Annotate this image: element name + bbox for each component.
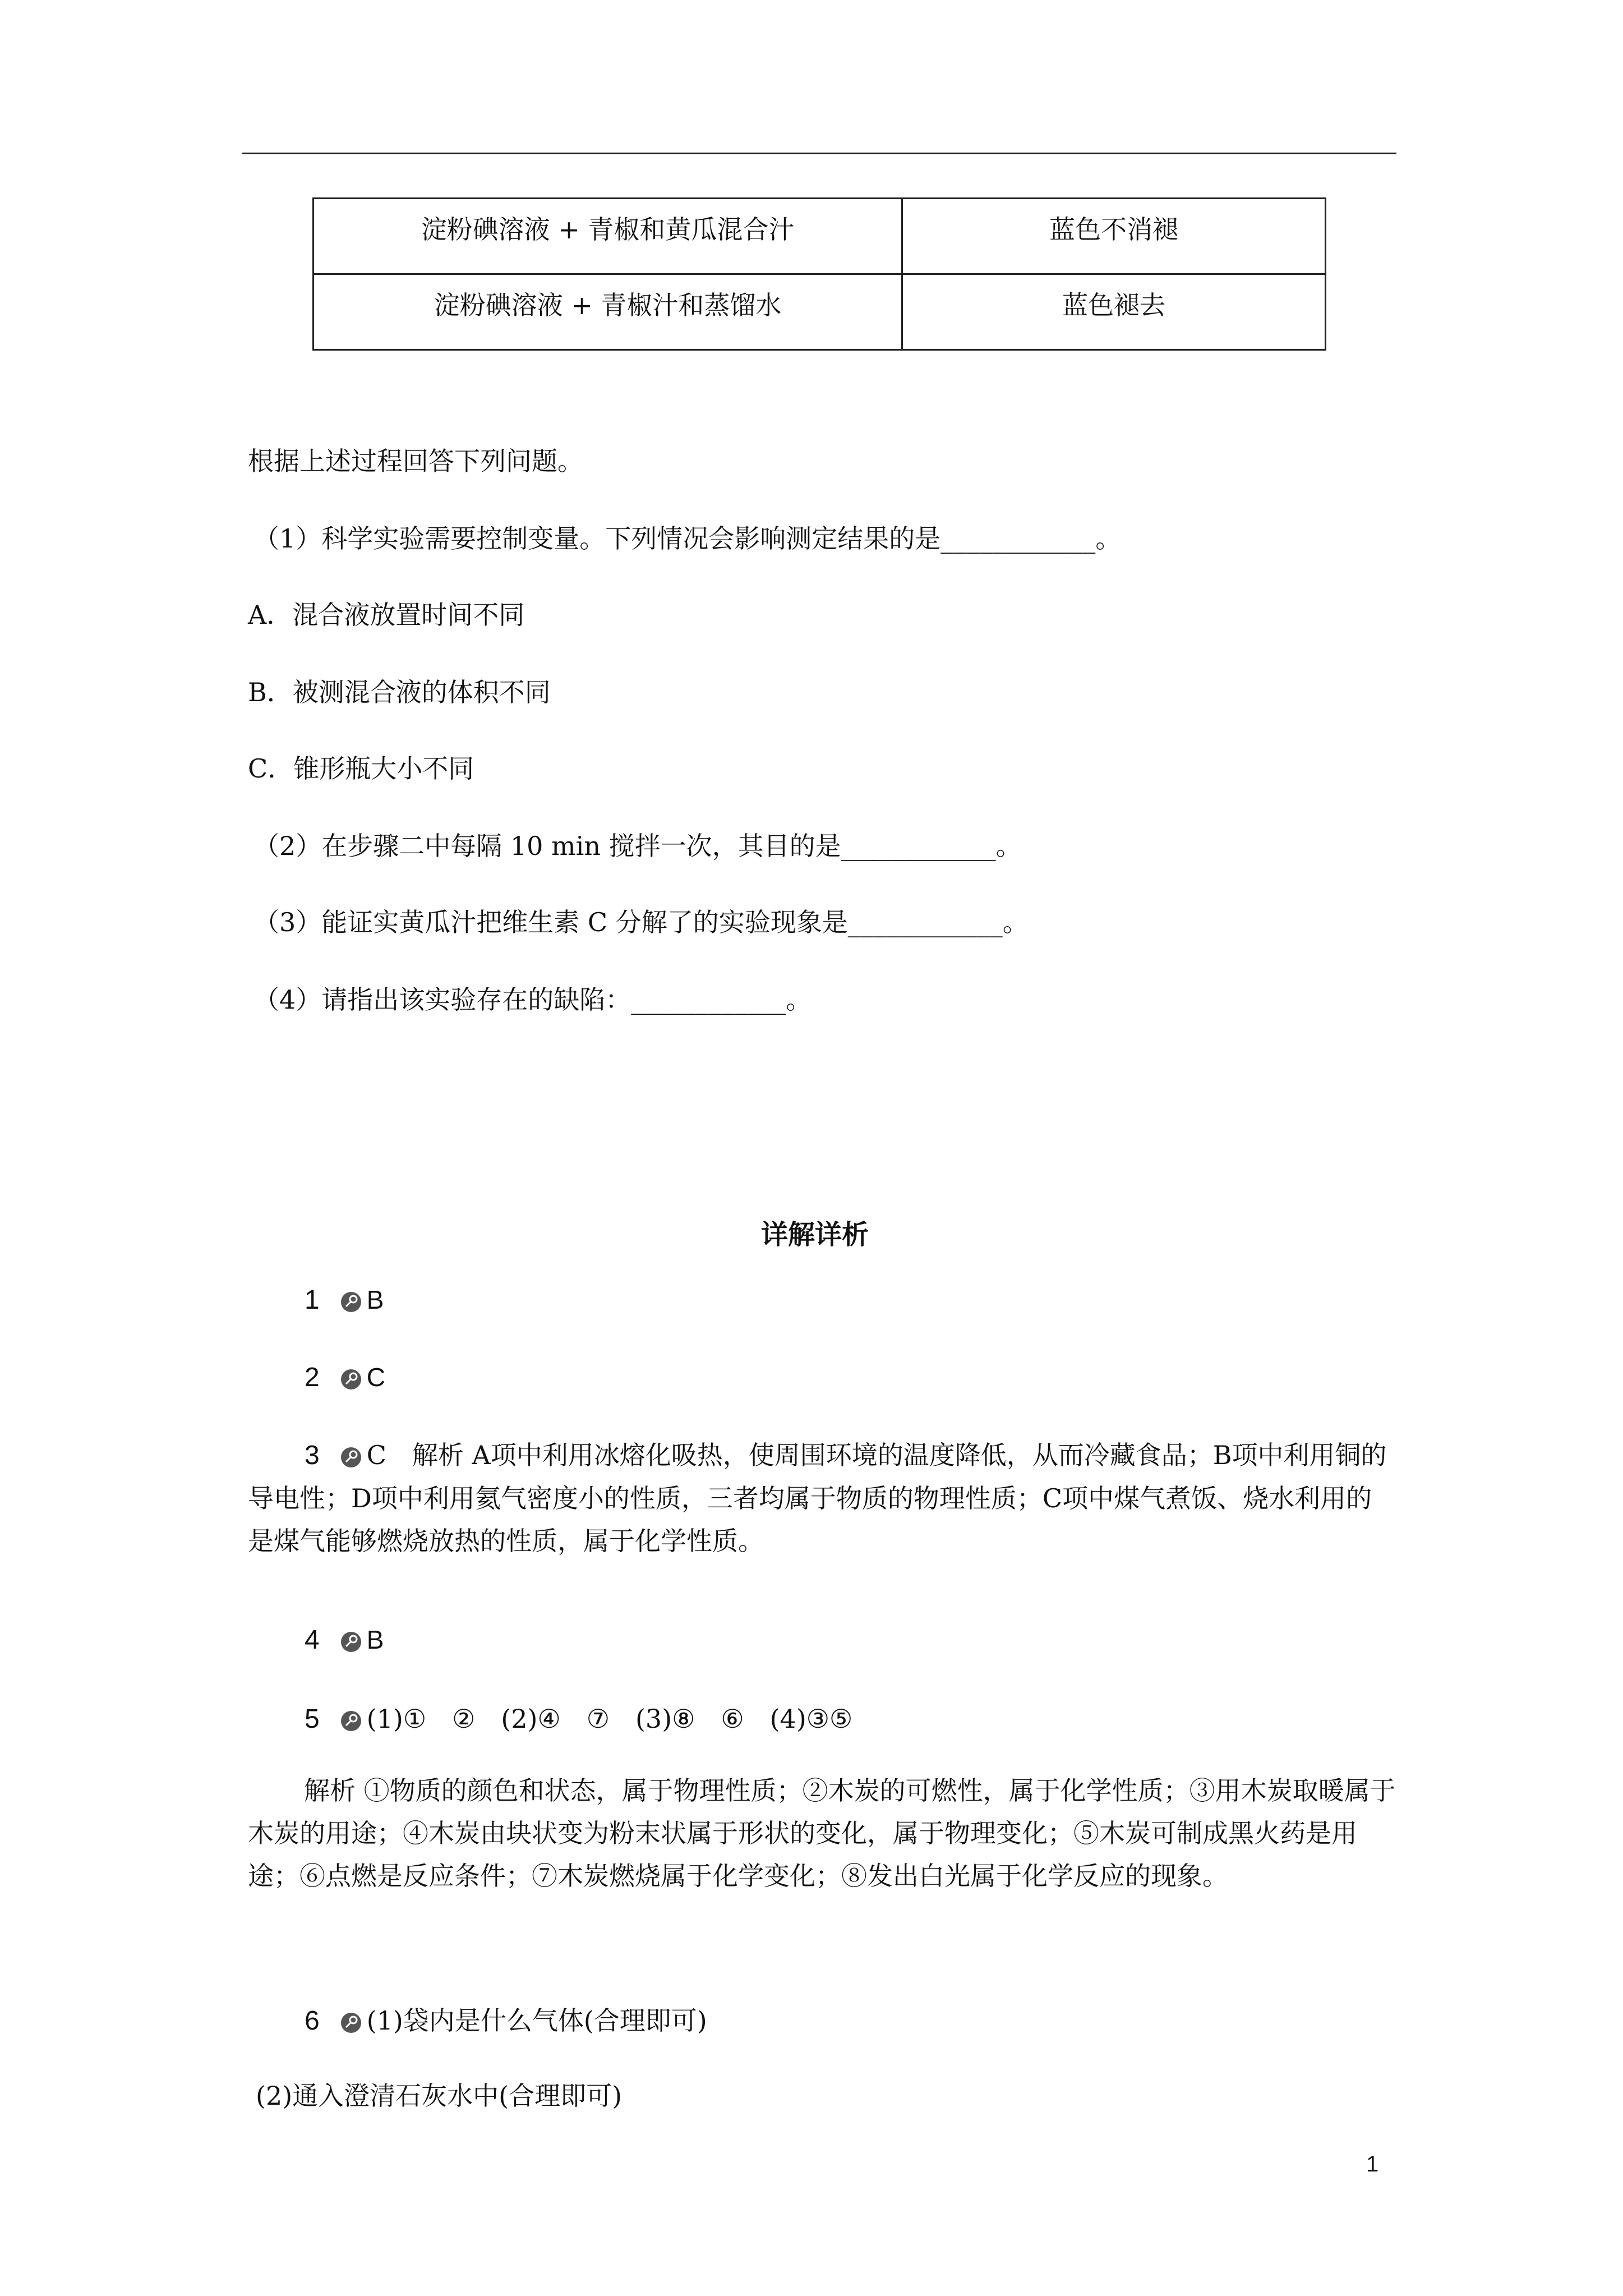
answer-text: B	[366, 1285, 384, 1314]
answer-4	[305, 1625, 384, 1655]
answer-2	[305, 1362, 385, 1393]
question-4: （4）请指出该实验存在的缺陷：____________。	[253, 984, 812, 1015]
option-c: C．锥形瓶大小不同	[248, 753, 474, 784]
section-title: 详解详析	[761, 1219, 869, 1250]
answer-number: 1	[305, 1285, 320, 1315]
answer-number: 5	[305, 1704, 320, 1734]
answer-text: (1)① ② (2)④ ⑦ (3)⑧ ⑥ (4)③⑤	[366, 1704, 853, 1734]
answer-text: C	[366, 1363, 385, 1392]
table-cell: 淀粉碘溶液 + 青椒汁和蒸馏水	[313, 274, 902, 350]
answer-5	[305, 1699, 852, 1736]
answer-number: 3	[305, 1441, 320, 1470]
question-3: （3）能证实黄瓜汁把维生素 C 分解了的实验现象是____________。	[253, 907, 1029, 937]
key-icon	[340, 1710, 362, 1732]
answer-number: 2	[305, 1363, 320, 1392]
key-icon	[340, 1368, 362, 1391]
page-number: 1	[1366, 2152, 1379, 2177]
answer-1	[305, 1285, 384, 1315]
header-rule	[242, 153, 1396, 154]
question-1: （1）科学实验需要控制变量。下列情况会影响测定结果的是____________。	[253, 523, 1122, 554]
answer-text: (1)袋内是什么气体(合理即可)	[366, 2005, 707, 2036]
answer-number: 6	[305, 2006, 320, 2036]
key-icon	[340, 2012, 362, 2034]
option-b: B．被测混合液的体积不同	[248, 677, 551, 707]
table-row	[313, 274, 1326, 350]
table-cell: 蓝色褪去	[902, 274, 1326, 350]
key-icon	[340, 1291, 362, 1313]
answer-text: B	[366, 1625, 384, 1654]
option-a: A．混合液放置时间不同	[248, 600, 525, 630]
intro-text: 根据上述过程回答下列问题。	[248, 446, 583, 476]
answer-6	[305, 2000, 707, 2037]
answer-number: 4	[305, 1625, 320, 1655]
answer-5-explanation: 解析 ①物质的颜色和状态，属于物理性质；②木炭的可燃性，属于化学性质；③用木炭取暖属于木炭的用途；④木炭由块状变为粉末状属于形状的变化，属于物理变化；⑤木炭可制成黑火药是用途；⑥点燃是反应条件；⑦木炭燃烧属于化学变化；⑧发出白光属于化学反应的现象。	[248, 1775, 1396, 1891]
result-table	[312, 197, 1326, 351]
answer-6-part-2: (2)通入澄清石灰水中(合理即可)	[256, 2081, 623, 2111]
answer-text: C 解析 A项中利用冰熔化吸热，使周围环境的温度降低，从而冷藏食品；B项中利用铜的导电性；D项中利用氦气密度小的性质，三者均属于物质的物理性质；C项中煤气煮饭、烧水利用的是煤气能够燃烧放热的性质，属于化学性质。	[248, 1440, 1387, 1556]
answer-3	[248, 1434, 1398, 1562]
question-2: （2）在步骤二中每隔 10 min 搅拌一次，其目的是____________。	[253, 831, 1022, 861]
key-icon	[340, 1631, 362, 1653]
table-cell: 淀粉碘溶液 + 青椒和黄瓜混合汁	[313, 199, 902, 274]
table-cell: 蓝色不消褪	[902, 199, 1326, 274]
table-row	[313, 199, 1326, 274]
key-icon	[340, 1446, 362, 1469]
